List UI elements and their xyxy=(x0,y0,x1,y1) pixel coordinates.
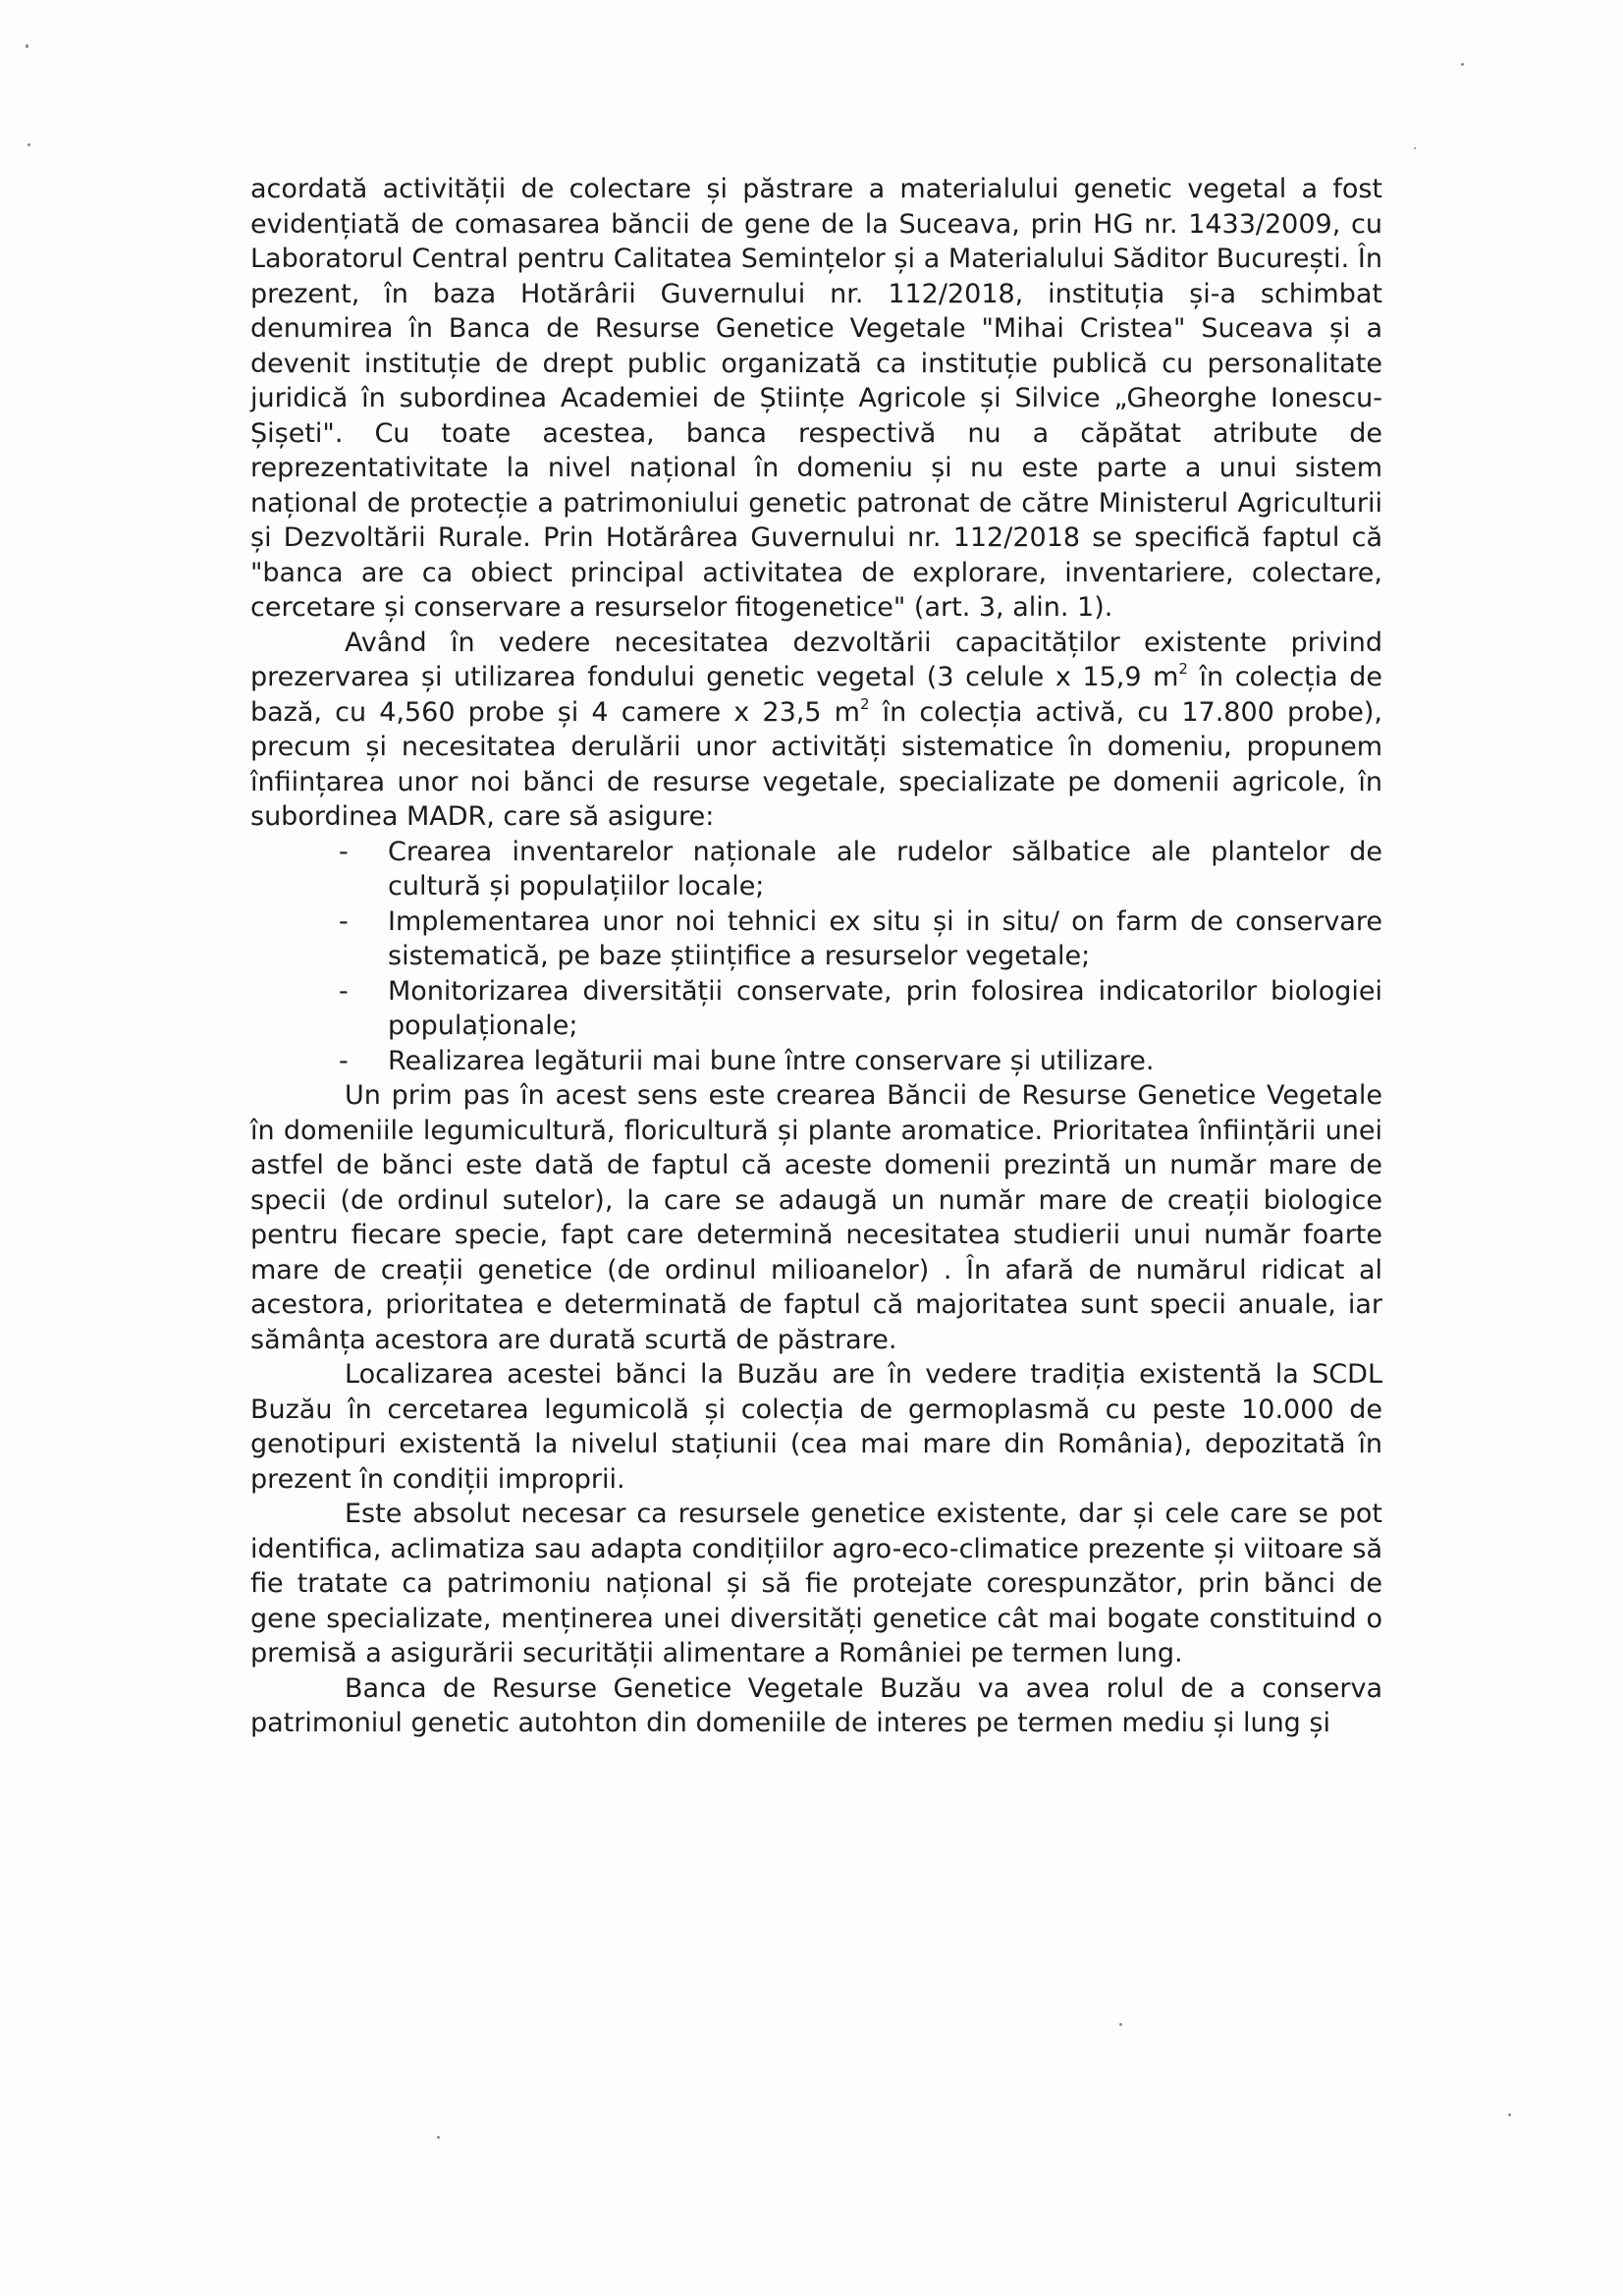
scan-speck xyxy=(26,44,28,48)
paragraph-necessity: Este absolut necesar ca resursele genetice existente, dar și cele care se pot identifica, aclimatiza sau adapta condițiilor agro-eco-climatice prezente și viitoare să fie tratate ca patrimoniu național și să fie protejate corespunzător, prin bănci de gene specializate, menținerea unei diversități genetice cât mai bogate constituind o premisă a asigurării securității alimentare a României pe termen lung. xyxy=(250,1499,1382,1668)
list-item xyxy=(339,904,1382,974)
scan-speck xyxy=(1508,2113,1511,2116)
scan-speck xyxy=(1119,2023,1122,2026)
scan-speck xyxy=(437,2136,440,2139)
paragraph-first-step: Un prim pas în acest sens este crearea Băncii de Resurse Genetice Vegetale în domeniile legumicultură, floricultură și plante aromatice. Prioritatea înființării unei astfel de bănci este dată de faptul că aceste domenii prezintă un număr mare de specii (de ordinul sutelor), la care se adaugă un număr mare de creații biologice pentru fiecare specie, fapt care determină necesitatea studierii unui număr foarte mare de creații genetice (de ordinul milioanelor) . În afară de numărul ridicat al acestora, prioritatea e determinată de faptul că majoritatea sunt specii anuale, iar sămânța acestora are durată scurtă de păstrare. xyxy=(250,1080,1382,1355)
bullet-dash: - xyxy=(339,975,349,1007)
list-item-text: Realizarea legăturii mai bune între conservare și utilizare. xyxy=(388,1045,1155,1076)
document-body xyxy=(250,172,1382,1741)
superscript-unit: 2 xyxy=(859,694,870,713)
scan-speck xyxy=(1461,63,1464,66)
paragraph-text: în colecția de bază, cu 4,560 probe și 4 camere x 23,5 m xyxy=(250,662,1382,728)
list-item xyxy=(339,1044,1382,1079)
list-item-text: Implementarea unor noi tehnici ex situ și in situ/ on farm de conservare sistematică, pe baze științifice a resurselor vegetale; xyxy=(388,905,1382,971)
bullet-dash: - xyxy=(339,1045,349,1076)
bullet-dash: - xyxy=(339,836,349,867)
paragraph-role: Banca de Resurse Genetice Vegetale Buzău va avea rolul de a conserva patrimoniul genetic autohton din domeniile de interes pe termen mediu și lung și xyxy=(250,1672,1382,1738)
superscript-unit: 2 xyxy=(1178,660,1188,678)
list-item-text: Monitorizarea diversității conservate, prin folosirea indicatorilor biologiei populaționale; xyxy=(388,975,1382,1041)
scan-speck xyxy=(27,143,30,146)
list-item xyxy=(339,974,1382,1044)
paragraph-text: Având în vedere necesitatea dezvoltării capacităților existente privind prezervarea și utilizarea fondului genetic vegetal (3 celule x 15,9 m xyxy=(250,627,1382,692)
list-item-text: Crearea inventarelor naționale ale rudelor sălbatice ale plantelor de cultură și populațiilor locale; xyxy=(388,836,1382,902)
paragraph-location: Localizarea acestei bănci la Buzău are în vedere tradiția existentă la SCDL Buzău în cercetarea legumicolă și colecția de germoplasmă cu peste 10.000 de genotipuri existentă la nivelul stațiunii (cea mai mare din România), depozitată în prezent în condiții improprii. xyxy=(250,1359,1382,1495)
scan-speck xyxy=(1414,147,1416,149)
bullet-dash: - xyxy=(339,905,349,937)
paragraph-capacities xyxy=(250,626,1382,835)
objectives-list xyxy=(250,835,1382,1079)
list-item xyxy=(339,835,1382,904)
paragraph-continued: acordată activității de colectare și păstrare a materialului genetic vegetal a fost evidențiată de comasarea băncii de gene de la Suceava, prin HG nr. 1433/2009, cu Laboratorul Central pentru Calitatea Semințelor și a Materialului Săditor București. În prezent, în baza Hotărârii Guvernului nr. 112/2018, instituția și-a schimbat denumirea în Banca de Resurse Genetice Vegetale "Mihai Cristea" Suceava și a devenit instituție de drept public organizată ca instituție publică cu personalitate juridică în subordinea Academiei de Științe Agricole și Silvice „Gheorghe Ionescu-Șișeti". Cu toate acestea, banca respectivă nu a căpătat atribute de reprezentativitate la nivel național în domeniu și nu este parte a unui sistem național de protecție a patrimoniului genetic patronat de către Ministerul Agriculturii și Dezvoltării Rurale. Prin Hotărârea Guvernului nr. 112/2018 se specifică faptul că "banca are ca obiect principal activitatea de explorare, inventariere, colectare, cercetare și conservare a resurselor fitogenetice" (art. 3, alin. 1). xyxy=(250,174,1382,623)
paragraph-text: în colecția activă, cu 17.800 probe), precum și necesitatea derulării unor activități sistematice în domeniu, propunem înființarea unor noi bănci de resurse vegetale, specializate pe domenii agricole, în subordinea MADR, care să asigure: xyxy=(250,696,1382,832)
